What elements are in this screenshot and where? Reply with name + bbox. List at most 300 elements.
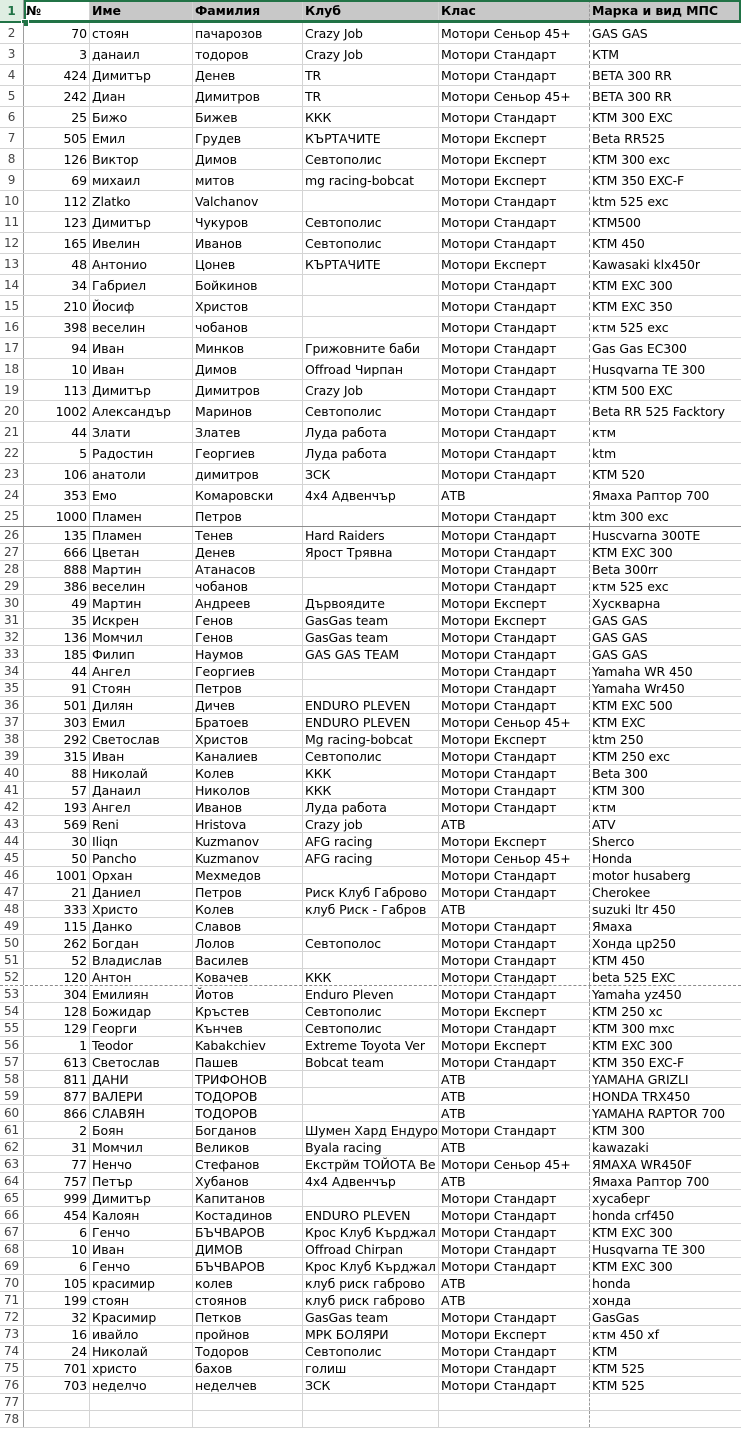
cell-last-name[interactable]: Тодоров <box>193 1343 303 1359</box>
row-number[interactable]: 73 <box>0 1326 24 1342</box>
cell-no[interactable]: 501 <box>24 697 90 713</box>
row-number[interactable]: 19 <box>0 380 24 400</box>
cell-last-name[interactable]: стоянов <box>193 1292 303 1308</box>
row-number[interactable]: 8 <box>0 149 24 169</box>
cell-vehicle[interactable]: KTM 300 <box>592 1122 645 1138</box>
cell-first-name[interactable]: Иван <box>90 359 193 379</box>
cell-class[interactable]: Мотори Експерт <box>439 1326 590 1342</box>
cell-vehicle[interactable]: GAS GAS <box>592 629 648 645</box>
cell-vehicle[interactable]: KTM EXC 300 <box>592 544 673 560</box>
cell-first-name[interactable]: Радостин <box>90 443 193 463</box>
cell-class[interactable]: Мотори Стандарт <box>439 1207 590 1223</box>
row-number[interactable]: 14 <box>0 275 24 295</box>
cell-last-name[interactable]: Минков <box>193 338 303 358</box>
cell-first-name[interactable]: Йосиф <box>90 296 193 316</box>
row-number[interactable]: 55 <box>0 1020 24 1036</box>
cell-vehicle[interactable]: KTM 520 <box>592 466 645 482</box>
cell-vehicle[interactable]: ATV <box>592 816 616 832</box>
row-number[interactable]: 17 <box>0 338 24 358</box>
cell-club[interactable]: ENDURO PLEVEN <box>303 714 439 730</box>
cell-no[interactable]: 35 <box>24 612 90 628</box>
cell-class[interactable]: Мотори Експерт <box>439 254 590 274</box>
cell-no[interactable]: 242 <box>24 86 90 106</box>
column-header-class[interactable]: Клас <box>439 0 590 21</box>
cell-last-name[interactable]: Бижев <box>193 107 303 127</box>
column-header-no[interactable]: № <box>24 0 90 21</box>
cell-vehicle[interactable]: YAMAHA GRIZLI <box>592 1071 689 1087</box>
cell-club[interactable] <box>303 506 439 526</box>
cell-class[interactable]: Мотори Стандарт <box>439 338 590 358</box>
cell-class[interactable]: Мотори Стандарт <box>439 1224 590 1240</box>
cell-vehicle[interactable]: KTM <box>592 1343 618 1359</box>
cell-last-name[interactable]: Наумов <box>193 646 303 662</box>
cell-first-name[interactable]: Ангел <box>90 663 193 679</box>
cell-class[interactable]: Мотори Стандарт <box>439 1190 590 1206</box>
cell-no[interactable]: 333 <box>24 901 90 917</box>
cell-last-name[interactable]: Стефанов <box>193 1156 303 1172</box>
cell-first-name[interactable]: Емилиян <box>90 986 193 1002</box>
cell-club[interactable]: Севтополис <box>303 149 439 169</box>
cell-first-name[interactable] <box>90 1411 193 1427</box>
cell-first-name[interactable]: Иван <box>90 748 193 764</box>
cell-no[interactable]: 105 <box>24 1275 90 1291</box>
cell-club[interactable]: TR <box>303 65 439 85</box>
row-number[interactable]: 53 <box>0 986 24 1002</box>
cell-first-name[interactable]: Красимир <box>90 1309 193 1325</box>
cell-class[interactable]: Мотори Стандарт <box>439 748 590 764</box>
cell-class[interactable]: Мотори Стандарт <box>439 1258 590 1274</box>
cell-last-name[interactable]: Великов <box>193 1139 303 1155</box>
cell-last-name[interactable]: Хубанов <box>193 1173 303 1189</box>
cell-vehicle[interactable]: KTM 525 <box>592 1377 645 1393</box>
cell-no[interactable]: 1000 <box>24 506 90 526</box>
cell-club[interactable]: Offroad Chirpan <box>303 1241 439 1257</box>
row-number[interactable]: 5 <box>0 86 24 106</box>
cell-last-name[interactable]: ДИМОВ <box>193 1241 303 1257</box>
cell-last-name[interactable]: Денев <box>193 544 303 560</box>
cell-first-name[interactable]: Емо <box>90 485 193 505</box>
cell-vehicle[interactable]: Husqvarna TE 300 <box>592 361 706 377</box>
cell-last-name[interactable]: Kabakchiev <box>193 1037 303 1053</box>
cell-club[interactable] <box>303 1411 439 1427</box>
cell-no[interactable]: 50 <box>24 850 90 866</box>
cell-club[interactable]: Крос Клуб Кърджал <box>303 1258 439 1274</box>
cell-first-name[interactable]: Момчил <box>90 1139 193 1155</box>
cell-club[interactable]: Севтополис <box>303 233 439 253</box>
row-number[interactable]: 11 <box>0 212 24 232</box>
cell-club[interactable]: GasGas team <box>303 629 439 645</box>
row-number[interactable]: 43 <box>0 816 24 832</box>
cell-class[interactable]: Мотори Стандарт <box>439 275 590 295</box>
cell-class[interactable]: АТВ <box>439 1173 590 1189</box>
cell-club[interactable] <box>303 317 439 337</box>
cell-first-name[interactable]: Димитър <box>90 380 193 400</box>
cell-vehicle[interactable]: KTM EXC <box>592 714 646 730</box>
cell-last-name[interactable]: Колев <box>193 765 303 781</box>
cell-vehicle[interactable]: BETA 300 RR <box>592 88 672 104</box>
cell-first-name[interactable]: Диан <box>90 86 193 106</box>
cell-last-name[interactable]: димитров <box>193 464 303 484</box>
row-number[interactable]: 33 <box>0 646 24 662</box>
cell-first-name[interactable]: Teodor <box>90 1037 193 1053</box>
cell-class[interactable]: АТВ <box>439 1088 590 1104</box>
cell-club[interactable]: клуб риск габрово <box>303 1275 439 1291</box>
cell-class[interactable]: Мотори Стандарт <box>439 296 590 316</box>
cell-club[interactable] <box>303 1105 439 1121</box>
cell-club[interactable] <box>303 561 439 577</box>
cell-club[interactable]: Crazy job <box>303 816 439 832</box>
cell-class[interactable]: Мотори Стандарт <box>439 1054 590 1070</box>
cell-last-name[interactable]: Христов <box>193 296 303 316</box>
cell-club[interactable]: МРК БОЛЯРИ <box>303 1326 439 1342</box>
cell-first-name[interactable]: Генчо <box>90 1224 193 1240</box>
row-number-header[interactable]: 1 <box>0 0 24 21</box>
row-number[interactable]: 12 <box>0 233 24 253</box>
cell-class[interactable]: Мотори Стандарт <box>439 464 590 484</box>
cell-vehicle[interactable]: KTM 250 xc <box>592 1003 663 1019</box>
cell-first-name[interactable]: Пламен <box>90 506 193 526</box>
cell-no[interactable] <box>24 1411 90 1427</box>
cell-class[interactable]: Мотори Стандарт <box>439 1377 590 1393</box>
cell-first-name[interactable]: Пламен <box>90 527 193 543</box>
cell-first-name[interactable]: Данко <box>90 918 193 934</box>
cell-vehicle[interactable]: beta 525 EXC <box>592 969 676 985</box>
column-header-first-name[interactable]: Име <box>90 0 193 21</box>
cell-no[interactable]: 88 <box>24 765 90 781</box>
cell-no[interactable]: 262 <box>24 935 90 951</box>
cell-no[interactable]: 44 <box>24 663 90 679</box>
cell-class[interactable]: Мотори Експерт <box>439 612 590 628</box>
cell-club[interactable]: Грижовните баби <box>303 338 439 358</box>
row-number[interactable]: 34 <box>0 663 24 679</box>
cell-vehicle[interactable]: Gas Gas EC300 <box>592 340 687 356</box>
cell-club[interactable]: Луда работа <box>303 799 439 815</box>
cell-vehicle[interactable]: KTM 300 exc <box>592 151 670 167</box>
cell-last-name[interactable]: чобанов <box>193 578 303 594</box>
cell-last-name[interactable]: Маринов <box>193 401 303 421</box>
row-number[interactable]: 36 <box>0 697 24 713</box>
cell-vehicle[interactable]: ктм 525 exc <box>592 578 669 594</box>
cell-first-name[interactable]: Филип <box>90 646 193 662</box>
cell-class[interactable]: Мотори Стандарт <box>439 233 590 253</box>
cell-club[interactable]: Enduro Pleven <box>303 986 439 1002</box>
cell-vehicle[interactable]: honda crf450 <box>592 1207 675 1223</box>
cell-no[interactable] <box>24 1394 90 1410</box>
cell-no[interactable]: 2 <box>24 1122 90 1138</box>
row-number[interactable]: 46 <box>0 867 24 883</box>
cell-first-name[interactable]: Iliqn <box>90 833 193 849</box>
cell-last-name[interactable]: Петров <box>193 506 303 526</box>
row-number[interactable]: 18 <box>0 359 24 379</box>
cell-no[interactable]: 703 <box>24 1377 90 1393</box>
cell-no[interactable]: 16 <box>24 1326 90 1342</box>
cell-no[interactable]: 69 <box>24 170 90 190</box>
cell-first-name[interactable]: Николай <box>90 1343 193 1359</box>
cell-vehicle[interactable]: Sherco <box>592 833 635 849</box>
cell-vehicle[interactable] <box>590 1394 741 1410</box>
cell-last-name[interactable]: Valchanov <box>193 191 303 211</box>
row-number[interactable]: 13 <box>0 254 24 274</box>
cell-first-name[interactable]: Reni <box>90 816 193 832</box>
row-number[interactable]: 75 <box>0 1360 24 1376</box>
cell-class[interactable]: Мотори Сеньор 45+ <box>439 850 590 866</box>
cell-class[interactable]: Мотори Стандарт <box>439 1020 590 1036</box>
cell-club[interactable]: TR <box>303 86 439 106</box>
cell-first-name[interactable]: стоян <box>90 1292 193 1308</box>
cell-last-name[interactable]: Славов <box>193 918 303 934</box>
cell-no[interactable]: 353 <box>24 485 90 505</box>
cell-last-name[interactable]: ТРИФОНОВ <box>193 1071 303 1087</box>
cell-club[interactable]: Ярост Трявна <box>303 544 439 560</box>
cell-first-name[interactable]: СЛАВЯН <box>90 1105 193 1121</box>
cell-vehicle[interactable]: Cherokee <box>592 884 651 900</box>
cell-vehicle[interactable]: Husqvarna TE 300 <box>592 1241 706 1257</box>
cell-last-name[interactable]: Андреев <box>193 595 303 611</box>
cell-class[interactable]: Мотори Стандарт <box>439 765 590 781</box>
cell-class[interactable]: Мотори Стандарт <box>439 1309 590 1325</box>
cell-club[interactable] <box>303 578 439 594</box>
cell-club[interactable]: Севтополис <box>303 401 439 421</box>
cell-club[interactable]: клуб Риск - Габров <box>303 901 439 917</box>
cell-last-name[interactable]: Генов <box>193 629 303 645</box>
cell-class[interactable]: Мотори Стандарт <box>439 884 590 900</box>
row-number[interactable]: 35 <box>0 680 24 696</box>
cell-first-name[interactable]: Даниел <box>90 884 193 900</box>
column-header-last-name[interactable]: Фамилия <box>193 0 303 21</box>
cell-no[interactable]: 1 <box>24 1037 90 1053</box>
cell-first-name[interactable]: Мартин <box>90 561 193 577</box>
row-number[interactable]: 20 <box>0 401 24 421</box>
cell-first-name[interactable]: Владислав <box>90 952 193 968</box>
cell-no[interactable]: 398 <box>24 317 90 337</box>
cell-last-name[interactable]: Каналиев <box>193 748 303 764</box>
cell-no[interactable]: 866 <box>24 1105 90 1121</box>
cell-vehicle[interactable]: Beta RR525 <box>592 130 666 146</box>
cell-first-name[interactable]: Zlatko <box>90 191 193 211</box>
row-number[interactable]: 6 <box>0 107 24 127</box>
cell-first-name[interactable]: Злати <box>90 422 193 442</box>
cell-first-name[interactable]: Бижо <box>90 107 193 127</box>
cell-vehicle[interactable]: KTM EXC 500 <box>592 697 673 713</box>
cell-no[interactable]: 292 <box>24 731 90 747</box>
cell-last-name[interactable]: Димов <box>193 149 303 169</box>
cell-first-name[interactable]: христо <box>90 1360 193 1376</box>
cell-vehicle[interactable]: Beta 300rr <box>592 561 658 577</box>
row-number[interactable]: 69 <box>0 1258 24 1274</box>
row-number[interactable]: 29 <box>0 578 24 594</box>
cell-club[interactable]: ККК <box>303 107 439 127</box>
cell-first-name[interactable]: Цветан <box>90 544 193 560</box>
cell-class[interactable]: АТВ <box>439 1139 590 1155</box>
cell-club[interactable]: Луда работа <box>303 443 439 463</box>
cell-first-name[interactable]: веселин <box>90 578 193 594</box>
cell-vehicle[interactable]: ЯМАХА WR450F <box>592 1156 693 1172</box>
row-number[interactable]: 61 <box>0 1122 24 1138</box>
row-number[interactable]: 27 <box>0 544 24 560</box>
cell-first-name[interactable]: Мартин <box>90 595 193 611</box>
cell-vehicle[interactable]: KTM 300 mxc <box>592 1020 675 1036</box>
cell-class[interactable]: Мотори Стандарт <box>439 663 590 679</box>
cell-club[interactable]: 4х4 Адвенчър <box>303 1173 439 1189</box>
cell-first-name[interactable]: Стоян <box>90 680 193 696</box>
cell-last-name[interactable]: Петров <box>193 884 303 900</box>
cell-no[interactable]: 666 <box>24 544 90 560</box>
cell-club[interactable]: Севтополис <box>303 1020 439 1036</box>
cell-vehicle[interactable]: GAS GAS <box>592 612 648 628</box>
cell-club[interactable] <box>303 296 439 316</box>
cell-vehicle[interactable]: KTM 300 <box>592 782 645 798</box>
cell-club[interactable]: КЪРТАЧИТЕ <box>303 254 439 274</box>
cell-last-name[interactable]: БЪЧВАРОВ <box>193 1224 303 1240</box>
row-number[interactable]: 10 <box>0 191 24 211</box>
cell-no[interactable]: 30 <box>24 833 90 849</box>
row-number[interactable]: 76 <box>0 1377 24 1393</box>
cell-first-name[interactable]: веселин <box>90 317 193 337</box>
cell-no[interactable]: 454 <box>24 1207 90 1223</box>
cell-class[interactable]: Мотори Стандарт <box>439 527 590 543</box>
row-number[interactable]: 59 <box>0 1088 24 1104</box>
cell-class[interactable]: Мотори Стандарт <box>439 629 590 645</box>
cell-vehicle[interactable]: YAMAHA RAPTOR 700 <box>592 1105 726 1121</box>
cell-last-name[interactable]: Капитанов <box>193 1190 303 1206</box>
cell-vehicle[interactable]: KTM EXC 300 <box>592 277 673 293</box>
cell-no[interactable]: 3 <box>24 44 90 64</box>
cell-class[interactable]: АТВ <box>439 1105 590 1121</box>
cell-vehicle[interactable]: Хускварна <box>592 595 661 611</box>
cell-last-name[interactable]: чобанов <box>193 317 303 337</box>
cell-class[interactable]: Мотори Стандарт <box>439 952 590 968</box>
cell-class[interactable]: Мотори Стандарт <box>439 561 590 577</box>
cell-class[interactable]: АТВ <box>439 1071 590 1087</box>
cell-class[interactable]: АТВ <box>439 1275 590 1291</box>
cell-last-name[interactable]: Кънчев <box>193 1020 303 1036</box>
column-header-vehicle[interactable]: Марка и вид МПС <box>590 0 741 21</box>
cell-vehicle[interactable]: Yamaha Wr450 <box>592 680 685 696</box>
cell-club[interactable]: Offroad Чирпан <box>303 359 439 379</box>
cell-no[interactable]: 123 <box>24 212 90 232</box>
row-number[interactable]: 26 <box>0 527 24 543</box>
cell-vehicle[interactable]: KTM EXC 300 <box>592 1037 673 1053</box>
cell-class[interactable]: Мотори Стандарт <box>439 191 590 211</box>
row-number[interactable]: 67 <box>0 1224 24 1240</box>
row-number[interactable]: 3 <box>0 44 24 64</box>
cell-vehicle[interactable]: ktm 525 exc <box>592 193 669 209</box>
cell-no[interactable]: 193 <box>24 799 90 815</box>
cell-vehicle[interactable]: GAS GAS <box>592 25 648 41</box>
row-number[interactable]: 65 <box>0 1190 24 1206</box>
cell-class[interactable]: Мотори Стандарт <box>439 544 590 560</box>
cell-class[interactable]: Мотори Експерт <box>439 128 590 148</box>
row-number[interactable]: 22 <box>0 443 24 463</box>
cell-no[interactable]: 701 <box>24 1360 90 1376</box>
cell-first-name[interactable]: анатоли <box>90 464 193 484</box>
cell-no[interactable]: 94 <box>24 338 90 358</box>
cell-last-name[interactable]: Георгиев <box>193 443 303 463</box>
cell-club[interactable] <box>303 918 439 934</box>
cell-club[interactable]: Дървоядите <box>303 595 439 611</box>
cell-class[interactable]: Мотори Стандарт <box>439 986 590 1002</box>
cell-last-name[interactable]: Братоев <box>193 714 303 730</box>
cell-no[interactable]: 44 <box>24 422 90 442</box>
cell-club[interactable]: Шумен Хард Ендуро <box>305 1122 438 1138</box>
cell-class[interactable]: Мотори Сеньор 45+ <box>439 86 590 106</box>
cell-last-name[interactable]: Христов <box>193 731 303 747</box>
cell-vehicle[interactable]: KTM EXC 300 <box>592 1224 673 1240</box>
cell-class[interactable]: Мотори Стандарт <box>439 212 590 232</box>
cell-class[interactable]: Мотори Стандарт <box>439 867 590 883</box>
cell-last-name[interactable]: Генов <box>193 612 303 628</box>
cell-vehicle[interactable]: Хонда цр250 <box>592 935 676 951</box>
row-number[interactable]: 42 <box>0 799 24 815</box>
row-number[interactable]: 64 <box>0 1173 24 1189</box>
cell-class[interactable]: Мотори Експерт <box>439 731 590 747</box>
cell-last-name[interactable]: Бойкинов <box>193 275 303 295</box>
cell-vehicle[interactable]: Ямаха <box>592 918 633 934</box>
cell-no[interactable]: 48 <box>24 254 90 274</box>
cell-club[interactable]: Севтополос <box>303 935 439 951</box>
cell-first-name[interactable]: Искрен <box>90 612 193 628</box>
cell-no[interactable]: 1001 <box>24 867 90 883</box>
row-number[interactable]: 39 <box>0 748 24 764</box>
cell-vehicle[interactable]: ktm 250 <box>592 731 644 747</box>
cell-vehicle[interactable]: KTM 500 EXC <box>592 382 673 398</box>
cell-class[interactable]: Мотори Експерт <box>439 170 590 190</box>
cell-class[interactable]: Мотори Експерт <box>439 1003 590 1019</box>
cell-vehicle[interactable]: GasGas <box>592 1309 640 1325</box>
row-number[interactable]: 50 <box>0 935 24 951</box>
cell-first-name[interactable]: Христо <box>90 901 193 917</box>
cell-vehicle[interactable]: хонда <box>592 1292 632 1308</box>
cell-first-name[interactable]: Данаил <box>90 782 193 798</box>
cell-no[interactable]: 165 <box>24 233 90 253</box>
cell-club[interactable]: ККК <box>303 782 439 798</box>
row-number[interactable]: 7 <box>0 128 24 148</box>
cell-first-name[interactable]: Божидар <box>90 1003 193 1019</box>
row-number[interactable]: 70 <box>0 1275 24 1291</box>
row-number[interactable]: 23 <box>0 464 24 484</box>
cell-first-name[interactable]: Иван <box>90 1241 193 1257</box>
row-number[interactable]: 2 <box>0 23 24 43</box>
cell-club[interactable]: Луда работа <box>303 422 439 442</box>
cell-no[interactable]: 613 <box>24 1054 90 1070</box>
cell-vehicle[interactable]: Beta 300 <box>592 765 648 781</box>
cell-last-name[interactable]: тодоров <box>193 44 303 64</box>
cell-first-name[interactable]: Ивелин <box>90 233 193 253</box>
cell-last-name[interactable]: бахов <box>193 1360 303 1376</box>
cell-class[interactable]: АТВ <box>439 1292 590 1308</box>
cell-class[interactable]: Мотори Стандарт <box>439 422 590 442</box>
row-number[interactable]: 37 <box>0 714 24 730</box>
cell-club[interactable]: GasGas team <box>303 1309 439 1325</box>
cell-vehicle[interactable]: GAS GAS <box>592 646 648 662</box>
cell-first-name[interactable]: стоян <box>90 23 193 43</box>
cell-no[interactable]: 877 <box>24 1088 90 1104</box>
cell-class[interactable]: Мотори Стандарт <box>439 1241 590 1257</box>
cell-last-name[interactable]: неделчев <box>193 1377 303 1393</box>
row-number[interactable]: 41 <box>0 782 24 798</box>
cell-last-name[interactable]: Kuzmanov <box>193 833 303 849</box>
cell-first-name[interactable]: Богдан <box>90 935 193 951</box>
cell-first-name[interactable]: Боян <box>90 1122 193 1138</box>
cell-last-name[interactable]: Иванов <box>193 799 303 815</box>
cell-class[interactable] <box>439 1394 590 1410</box>
cell-no[interactable]: 303 <box>24 714 90 730</box>
cell-first-name[interactable]: Орхан <box>90 867 193 883</box>
cell-class[interactable]: Мотори Експерт <box>439 833 590 849</box>
cell-vehicle[interactable]: ктм <box>592 424 616 440</box>
cell-last-name[interactable]: ТОДОРОВ <box>193 1105 303 1121</box>
row-number[interactable]: 51 <box>0 952 24 968</box>
